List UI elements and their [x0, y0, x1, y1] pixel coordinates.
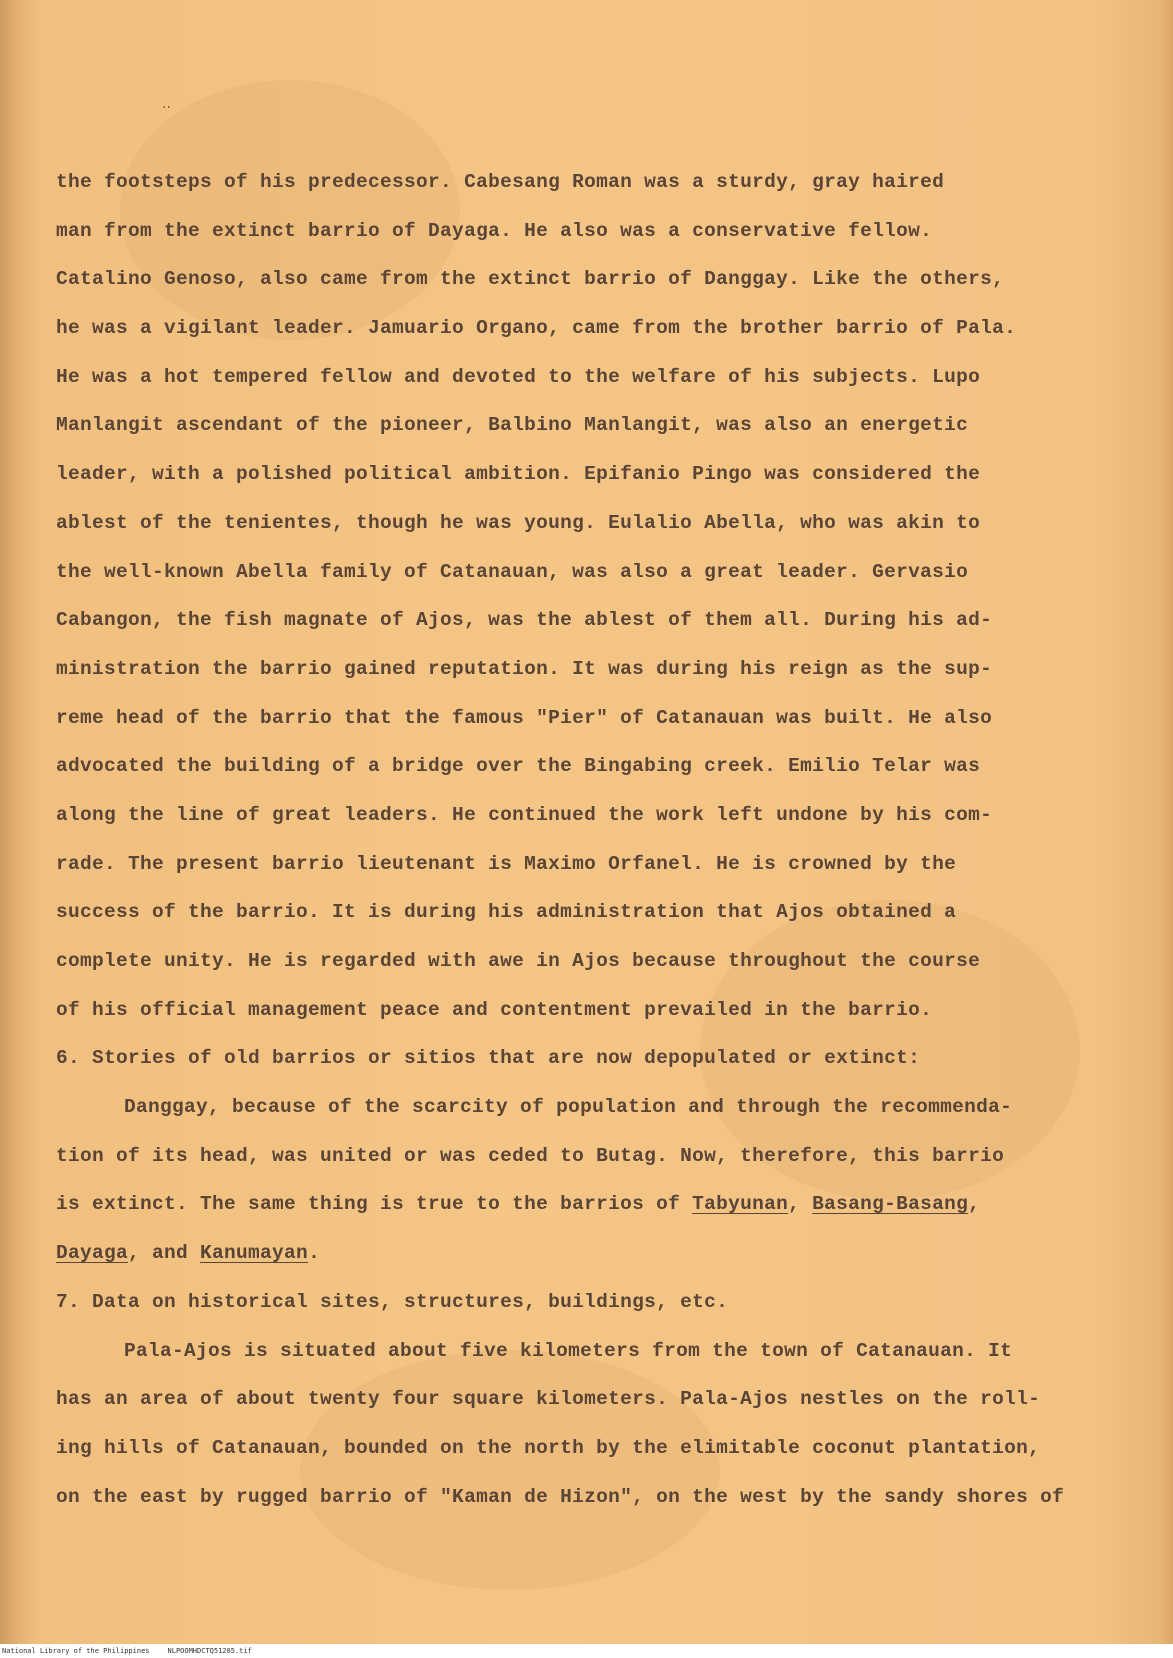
text-line: [56, 1229, 1146, 1278]
text-line: ablest of the tenientes, though he was young. Eulalio Abella, who was akin to: [56, 511, 981, 534]
text-line: along the line of great leaders. He continued the work left undone by his com-: [56, 803, 993, 826]
text-fragment: is extinct. The same thing is true to the barrios of: [56, 1193, 693, 1216]
text-line: ing hills of Catanauan, bounded on the north by the elimitable coconut plantation,: [56, 1436, 1041, 1459]
text-line: tion of its head, was united or was ceded to Butag. Now, therefore, this barrio: [56, 1144, 1005, 1167]
text-fragment: .: [308, 1242, 321, 1265]
barrio-name: Dayaga: [56, 1242, 129, 1265]
text-line: ministration the barrio gained reputation. It was during his reign as the sup-: [56, 657, 993, 680]
footer-library: National Library of the Philippines: [2, 1647, 150, 1655]
text-line: he was a vigilant leader. Jamuario Organo, came from the brother barrio of Pala.: [56, 317, 1017, 340]
text-line: reme head of the barrio that the famous "Pier" of Catanauan was built. He also: [56, 706, 993, 729]
text-line: complete unity. He is regarded with awe in Ajos because throughout the course: [56, 950, 981, 972]
text-line: advocated the building of a bridge over the Bingabing creek. Emilio Telar was: [56, 755, 981, 778]
text-line: Danggay, because of the scarcity of population and through the recommenda-: [124, 1096, 1013, 1119]
text-line: success of the barrio. It is during his administration that Ajos obtained a: [56, 901, 957, 924]
barrio-name: Basang-Basang: [812, 1193, 969, 1216]
section-heading: 6. Stories of old barrios or sitios that are now depopulated or extinct:: [56, 1047, 921, 1070]
text-line: of his official management peace and contentment prevailed in the barrio.: [56, 998, 933, 1021]
text-line: Pala-Ajos is situated about five kilometers from the town of Catanauan. It: [124, 1339, 1013, 1362]
text-fragment: ,: [968, 1193, 981, 1216]
text-line: on the east by rugged barrio of "Kaman de Hizon", on the west by the sandy shores of: [56, 1485, 1065, 1508]
text-line: Manlangit ascendant of the pioneer, Balbino Manlangit, was also an energetic: [56, 414, 969, 437]
text-line: [56, 1180, 1146, 1229]
text-line: Catalino Genoso, also came from the extinct barrio of Danggay. Like the others,: [56, 268, 1005, 291]
text-line: Cabangon, the fish magnate of Ajos, was the ablest of them all. During his ad-: [56, 609, 993, 632]
text-line: He was a hot tempered fellow and devoted to the welfare of his subjects. Lupo: [56, 365, 981, 388]
footer-file: NLPOOMHDCTQ51205.tif: [167, 1647, 252, 1655]
typed-text: [56, 158, 1146, 1521]
text-fragment: , and: [128, 1242, 201, 1265]
text-line: man from the extinct barrio of Dayaga. He also was a conservative fellow.: [56, 219, 933, 242]
text-line: the well-known Abella family of Catanauan, was also a great leader. Gervasio: [56, 560, 969, 583]
text-line: has an area of about twenty four square kilometers. Pala-Ajos nestles on the roll-: [56, 1388, 1041, 1411]
barrio-name: Kanumayan: [200, 1242, 309, 1265]
top-mark: ..: [162, 96, 171, 112]
text-line: leader, with a polished political ambition. Epifanio Pingo was considered the: [56, 463, 981, 486]
barrio-name: Tabyunan: [692, 1193, 789, 1216]
text-line: the footsteps of his predecessor. Cabesang Roman was a sturdy, gray haired: [56, 171, 945, 193]
scan-footer: [0, 1644, 1173, 1658]
text-fragment: ,: [788, 1193, 813, 1216]
text-line: rade. The present barrio lieutenant is Maximo Orfanel. He is crowned by the: [56, 852, 957, 875]
section-heading: 7. Data on historical sites, structures, buildings, etc.: [56, 1290, 729, 1313]
